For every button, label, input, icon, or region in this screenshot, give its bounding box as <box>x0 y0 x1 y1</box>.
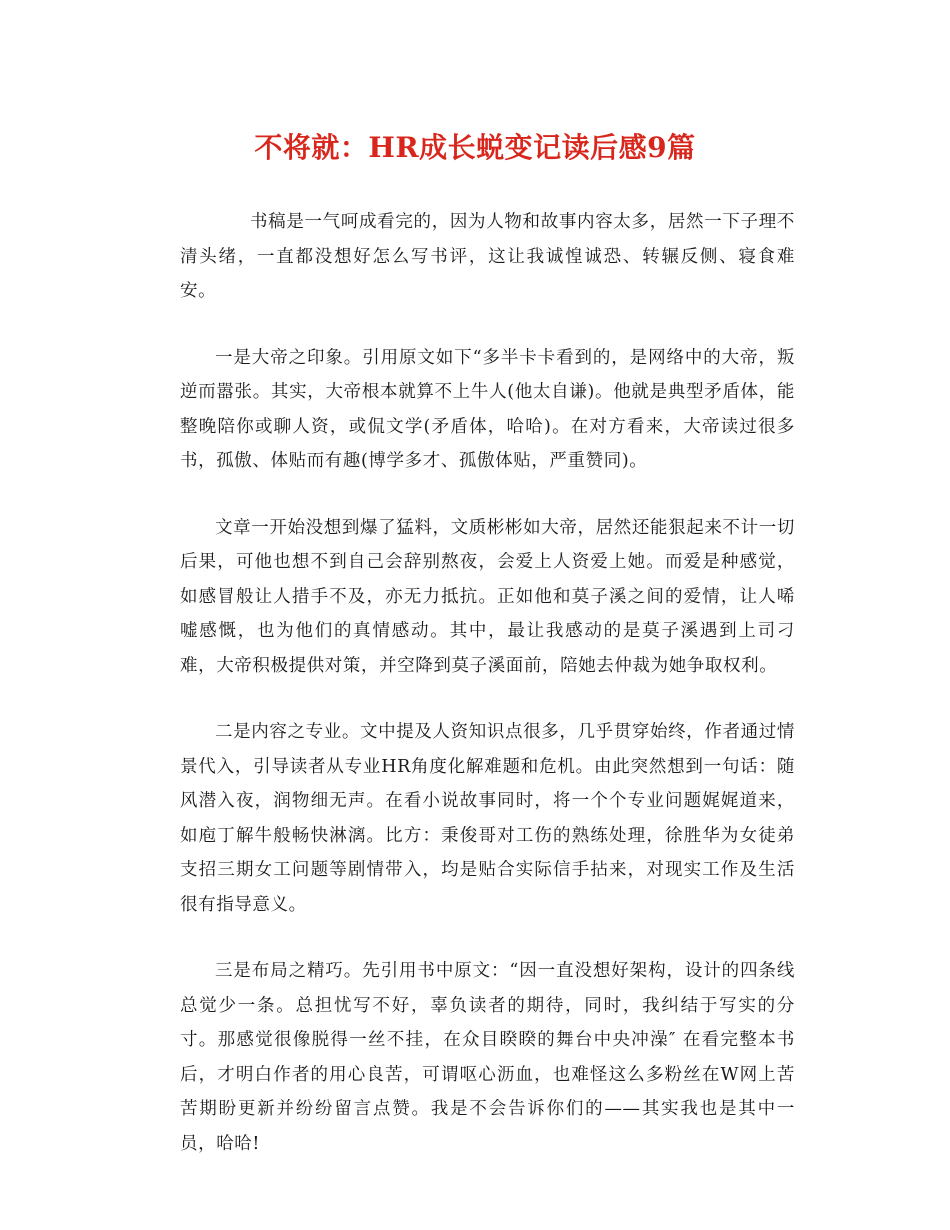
paragraph-emperor-impression: 一是大帝之印象。引用原文如下“多半卡卡看到的，是网络中的大帝，叛逆而嚣张。其实，大帝根本就算不上牛人(他太自谦)。他就是典型矛盾体，能整晚陪你或聊人资，或侃文学(矛盾体，哈哈)。在对方看来，大帝读过很多书，孤傲、体贴而有趣(博学多才、孤傲体贴，严重赞同)。 <box>180 347 795 471</box>
paragraph-intro: 书稿是一气呵成看完的，因为人物和故事内容太多，居然一下子理不清头绪，一直都没想好怎么写书评，这让我诚惶诚恐、转辗反侧、寝食难安。 <box>180 212 795 301</box>
paragraph-layout: 三是布局之精巧。先引用书中原文：“因一直没想好架构，设计的四条线总觉少一条。总担忧写不好，辜负读者的期待，同时，我纠结于写实的分寸。那感觉很像脱得一丝不挂，在众目睽睽的舞台中央冲澡″ 在看完整本书后，才明白作者的用心良苦，可谓呕心沥血，也难怪这么多粉丝在W网上苦苦期盼更新并纷纷留言点赞。我是不会告诉你们的——其实我也是其中一员，哈哈! <box>180 961 795 1154</box>
paragraph-professional-content: 二是内容之专业。文中提及人资知识点很多，几乎贯穿始终，作者通过情景代入，引导读者从专业HR角度化解难题和危机。由此突然想到一句话：随风潜入夜，润物细无声。在看小说故事同时，将一个个专业问题娓娓道来，如庖丁解牛般畅快淋漓。比方：秉俊哥对工伤的熟练处理，徐胜华为女徒弟支招三期女工问题等剧情带入，均是贴合实际信手拈来，对现实工作及生活很有指导意义。 <box>180 722 795 915</box>
document-body <box>180 205 795 1193</box>
document-title: 不将就：HR成长蜕变记读后感9篇 <box>254 131 696 164</box>
paragraph-story: 文章一开始没想到爆了猛料，文质彬彬如大帝，居然还能狠起来不计一切后果，可他也想不到自己会辞别熬夜，会爱上人资爱上她。而爱是种感觉，如感冒般让人措手不及，亦无力抵抗。正如他和莫子溪之间的爱情，让人唏嘘感慨，也为他们的真情感动。其中，最让我感动的是莫子溪遇到上司刁难，大帝积极提供对策，并空降到莫子溪面前，陪她去仲裁为她争取权利。 <box>180 517 795 676</box>
